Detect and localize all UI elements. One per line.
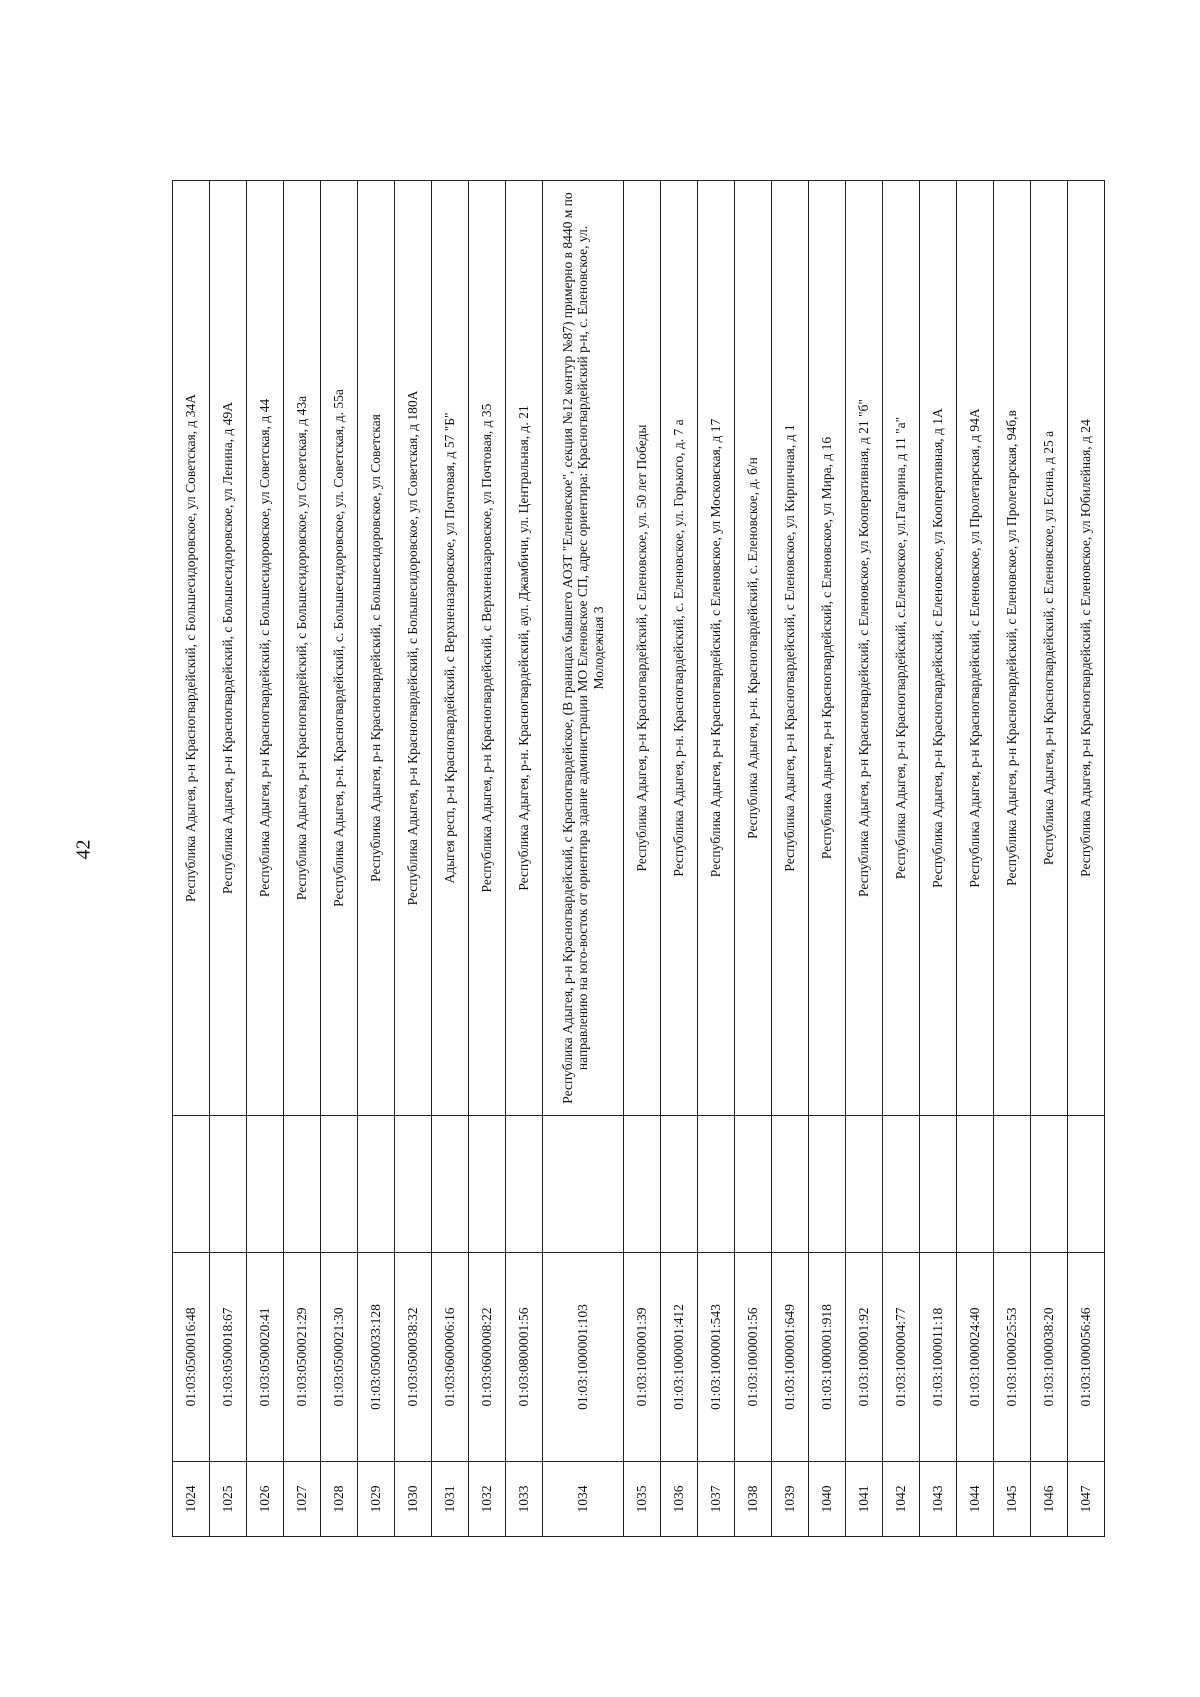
cadastral-number-cell: 01:03:1000024:40 [957,1253,994,1462]
table-row [543,181,624,1537]
address-cell: Республика Адыгея, р-н Красногвардейский, с Большесидоровское, ул Советская, д 34А [173,181,210,1116]
empty-cell [1031,1116,1068,1253]
table-row [661,181,698,1537]
address-cell: Республика Адыгея, р-н Красногвардейский, с Большесидоровское, ул Советская, д 43а [284,181,321,1116]
table-row [469,181,506,1537]
row-number-cell: 1029 [358,1462,395,1537]
cadastral-number-cell: 01:03:1000004:77 [883,1253,920,1462]
address-cell: Республика Адыгея, р-н Красногвардейский, с Большесидоровское, ул Советская [358,181,395,1116]
address-cell: Республика Адыгея, р-н Красногвардейский, с.Еленовское, ул.Гагарина, д 11 "а" [883,181,920,1116]
cadastral-number-cell: 01:03:0600008:22 [469,1253,506,1462]
empty-cell [1068,1116,1105,1253]
cadastral-number-cell: 01:03:1000001:103 [543,1253,624,1462]
row-number-cell: 1034 [543,1462,624,1537]
table-row [1068,181,1105,1537]
table-row [247,181,284,1537]
table-row [358,181,395,1537]
cadastral-number-cell: 01:03:1000025:53 [994,1253,1031,1462]
row-number-cell: 1032 [469,1462,506,1537]
address-cell: Республика Адыгея, р-н. Красногвардейский, с. Большесидоровское, ул. Советская, д. 55а [321,181,358,1116]
row-number-cell: 1027 [284,1462,321,1537]
empty-cell [395,1116,432,1253]
row-number-cell: 1035 [624,1462,661,1537]
table-row [735,181,772,1537]
cadastral-number-cell: 01:03:0600006:16 [432,1253,469,1462]
cadastral-number-cell: 01:03:0500016:48 [173,1253,210,1462]
empty-cell [506,1116,543,1253]
address-cell: Республика Адыгея, р-н Красногвардейский, с Красногвардейское, (В границах бывшего АОЗТ "Еленовское", секция №12 контур №87) примерно в 8440 м по направлению на юго-восток от ориентира здание администрации МО Еленовское СП, адрес ориентира: Красногвардейский р-н, с. Еленовское, ул. Молодежная 3 [543,181,624,1116]
empty-cell [920,1116,957,1253]
table-row [698,181,735,1537]
address-cell: Республика Адыгея, р-н Красногвардейский, с Еленовское, ул Кирпичная, д 1 [772,181,809,1116]
cadastral-number-cell: 01:03:0500033:128 [358,1253,395,1462]
page-number: 42 [72,839,95,860]
table-row [1031,181,1068,1537]
row-number-cell: 1033 [506,1462,543,1537]
table-row [772,181,809,1537]
empty-cell [957,1116,994,1253]
empty-cell [321,1116,358,1253]
table-row [284,181,321,1537]
cadastral-number-cell: 01:03:1000001:412 [661,1253,698,1462]
row-number-cell: 1031 [432,1462,469,1537]
row-number-cell: 1043 [920,1462,957,1537]
table-row [883,181,920,1537]
cadastral-number-cell: 01:03:0500018:67 [210,1253,247,1462]
cadastral-number-cell: 01:03:0500021:30 [321,1253,358,1462]
address-cell: Республика Адыгея, р-н Красногвардейский, с Еленовское, ул Пролетарская, 94б,в [994,181,1031,1116]
table-row [395,181,432,1537]
table-row [957,181,994,1537]
table-row [624,181,661,1537]
row-number-cell: 1039 [772,1462,809,1537]
table-row [173,181,210,1537]
address-cell: Республика Адыгея, р-н Красногвардейский, с Еленовское, ул Кооперативная, д 1А [920,181,957,1116]
cadastral-number-cell: 01:03:1000011:18 [920,1253,957,1462]
address-cell: Республика Адыгея, р-н Красногвардейский, с Еленовское, ул Мира, д 16 [809,181,846,1116]
address-cell: Республика Адыгея, р-н Красногвардейский, с Еленовское, ул Московская, д 17 [698,181,735,1116]
address-cell: Республика Адыгея, р-н Красногвардейский, с Еленовское, ул. 50 лет Победы [624,181,661,1116]
empty-cell [210,1116,247,1253]
table-row [920,181,957,1537]
property-table [172,180,1105,1537]
table-row [506,181,543,1537]
table-row [321,181,358,1537]
empty-cell [846,1116,883,1253]
table-row [432,181,469,1537]
address-cell: Республика Адыгея, р-н Красногвардейский, с Верхненазаровское, ул Почтовая, д 35 [469,181,506,1116]
empty-cell [735,1116,772,1253]
address-cell: Республика Адыгея, р-н Красногвардейский, с Большесидоровское, ул Ленина, д 49А [210,181,247,1116]
empty-cell [994,1116,1031,1253]
cadastral-number-cell: 01:03:0500021:29 [284,1253,321,1462]
cadastral-number-cell: 01:03:1000001:649 [772,1253,809,1462]
address-cell: Республика Адыгея, р-н. Красногвардейский, с. Еленовское, ул. Горького, д. 7 а [661,181,698,1116]
table-row [210,181,247,1537]
empty-cell [358,1116,395,1253]
row-number-cell: 1041 [846,1462,883,1537]
cadastral-number-cell: 01:03:1000001:56 [735,1253,772,1462]
address-cell: Республика Адыгея, р-н Красногвардейский, с Большесидоровское, ул Советская, д 180А [395,181,432,1116]
empty-cell [661,1116,698,1253]
address-cell: Республика Адыгея, р-н Красногвардейский, с Еленовское, ул Есина, д 25 а [1031,181,1068,1116]
row-number-cell: 1024 [173,1462,210,1537]
address-cell: Республика Адыгея, р-н. Красногвардейский, аул. Джамбичи, ул. Центральная, д. 21 [506,181,543,1116]
cadastral-number-cell: 01:03:0500020:41 [247,1253,284,1462]
empty-cell [284,1116,321,1253]
empty-cell [543,1116,624,1253]
address-cell: Республика Адыгея, р-н. Красногвардейский, с. Еленовское, д. б/н [735,181,772,1116]
row-number-cell: 1030 [395,1462,432,1537]
empty-cell [883,1116,920,1253]
cadastral-number-cell: 01:03:0800001:56 [506,1253,543,1462]
cadastral-number-cell: 01:03:1000001:543 [698,1253,735,1462]
empty-cell [809,1116,846,1253]
cadastral-number-cell: 01:03:1000038:20 [1031,1253,1068,1462]
row-number-cell: 1025 [210,1462,247,1537]
empty-cell [173,1116,210,1253]
row-number-cell: 1036 [661,1462,698,1537]
empty-cell [469,1116,506,1253]
row-number-cell: 1040 [809,1462,846,1537]
table-row [809,181,846,1537]
empty-cell [772,1116,809,1253]
property-table-body [173,181,1105,1537]
row-number-cell: 1045 [994,1462,1031,1537]
row-number-cell: 1028 [321,1462,358,1537]
empty-cell [432,1116,469,1253]
empty-cell [624,1116,661,1253]
cadastral-number-cell: 01:03:0500038:32 [395,1253,432,1462]
address-cell: Республика Адыгея, р-н Красногвардейский, с Еленовское, ул Юбилейная, д 24 [1068,181,1105,1116]
table-row [994,181,1031,1537]
row-number-cell: 1038 [735,1462,772,1537]
row-number-cell: 1042 [883,1462,920,1537]
address-cell: Республика Адыгея, р-н Красногвардейский, с Еленовское, ул Пролетарская, д 94А [957,181,994,1116]
address-cell: Адыгея респ, р-н Красногвардейский, с Верхненазаровское, ул Почтовая, д 57 "Б" [432,181,469,1116]
row-number-cell: 1047 [1068,1462,1105,1537]
row-number-cell: 1026 [247,1462,284,1537]
row-number-cell: 1044 [957,1462,994,1537]
cadastral-number-cell: 01:03:1000001:918 [809,1253,846,1462]
empty-cell [698,1116,735,1253]
cadastral-number-cell: 01:03:1000056:46 [1068,1253,1105,1462]
table-row [846,181,883,1537]
row-number-cell: 1037 [698,1462,735,1537]
empty-cell [247,1116,284,1253]
address-cell: Республика Адыгея, р-н Красногвардейский, с Еленовское, ул Кооперативная, д 21 "б" [846,181,883,1116]
row-number-cell: 1046 [1031,1462,1068,1537]
cadastral-number-cell: 01:03:1000001:92 [846,1253,883,1462]
address-cell: Республика Адыгея, р-н Красногвардейский, с Большесидоровское, ул Советская, д 44 [247,181,284,1116]
property-table-container [172,180,1094,1537]
cadastral-number-cell: 01:03:1000001:39 [624,1253,661,1462]
